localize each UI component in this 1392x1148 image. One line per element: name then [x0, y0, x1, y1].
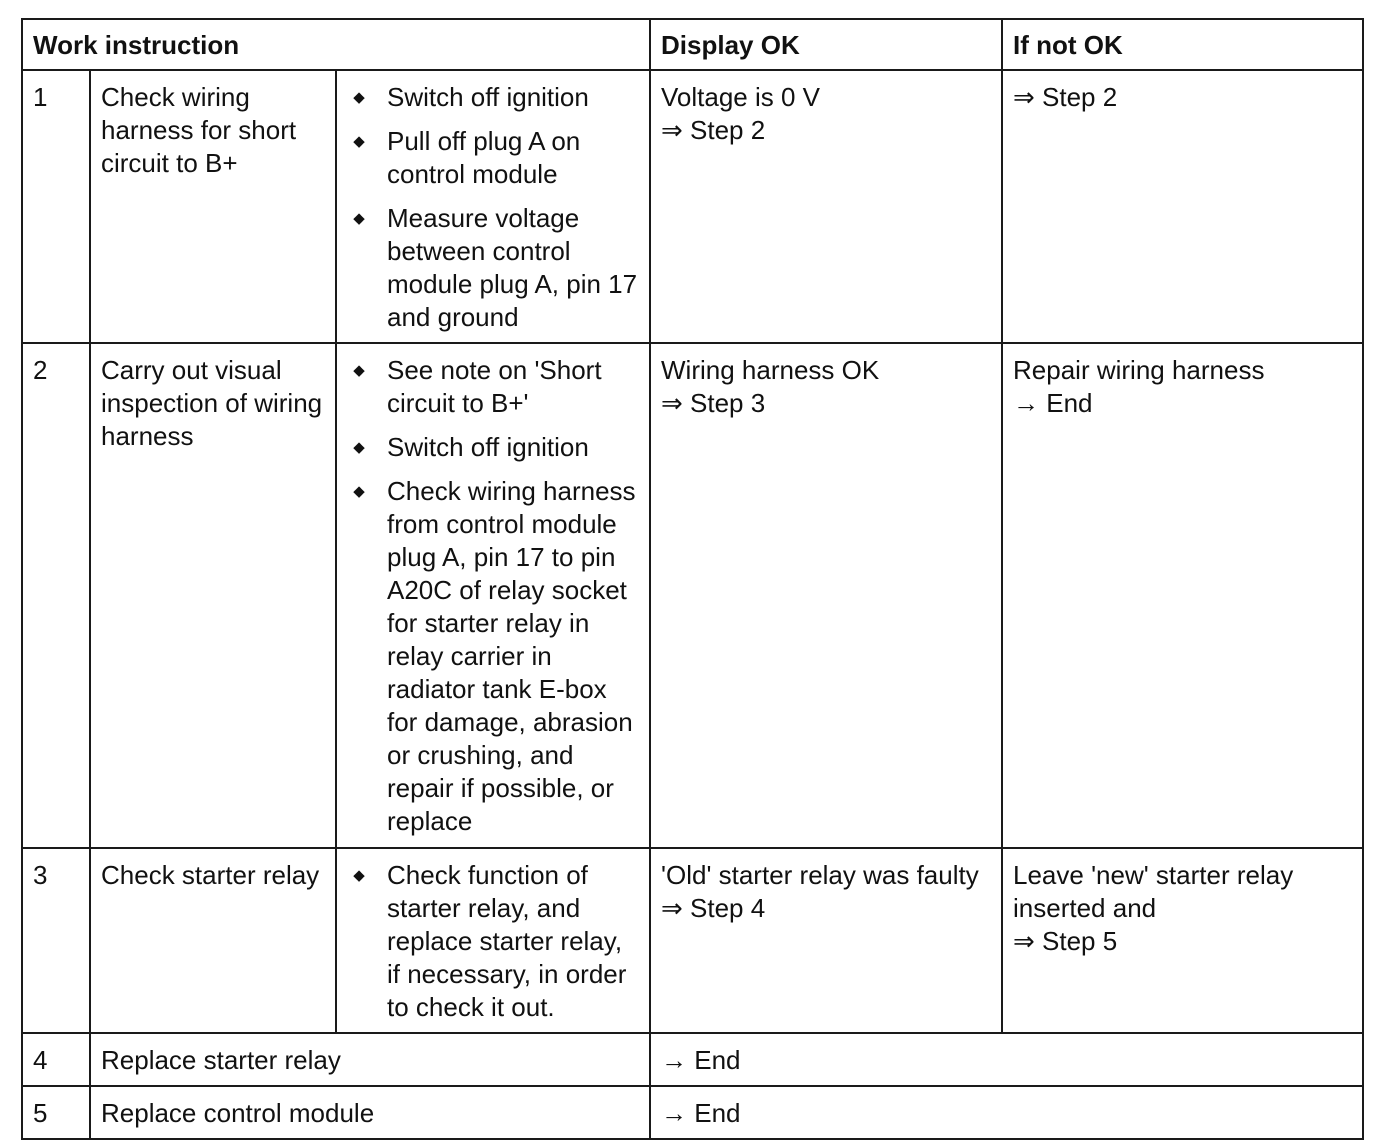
not-ok-text: Leave 'new' starter relay inserted and: [1013, 860, 1294, 923]
action-item: ◆ Check wiring harness from control module plug A, pin 17 to pin A20C of relay socket for starter relay in relay carrier in radiator tank E-box for damage, abrasion or crushing, and repair if possible, or replace: [347, 475, 641, 838]
table-row: [22, 70, 1363, 343]
table-row: [22, 343, 1363, 848]
if-not-ok-cell: [1002, 343, 1363, 848]
diamond-bullet-icon: ◆: [353, 133, 365, 150]
ok-text: 'Old' starter relay was faulty: [661, 860, 979, 890]
diamond-bullet-icon: ◆: [353, 867, 365, 884]
ok-text: Voltage is 0 V: [661, 82, 821, 112]
header-if-not-ok: If not OK: [1002, 19, 1363, 70]
display-ok-cell: [650, 848, 1002, 1033]
display-ok-cell: [650, 70, 1002, 343]
table-row: [22, 848, 1363, 1033]
task-cell: Replace control module: [90, 1086, 650, 1139]
action-item: ◆ Switch off ignition: [347, 431, 641, 464]
ok-next-step: ⇒ Step 3: [661, 388, 766, 418]
step-number: 4: [22, 1033, 90, 1086]
not-ok-next-step: → End: [1013, 388, 1093, 418]
task-cell: Check wiring harness for short circuit to B+: [90, 70, 336, 343]
step-number: 3: [22, 848, 90, 1033]
task-cell: Carry out visual inspection of wiring harness: [90, 343, 336, 848]
step-number: 2: [22, 343, 90, 848]
work-instruction-page: [21, 18, 1364, 1140]
not-ok-text: Repair wiring harness: [1013, 355, 1265, 385]
action-item: ◆ Measure voltage between control module plug A, pin 17 and ground: [347, 202, 641, 334]
actions-cell: [336, 70, 650, 343]
task-cell: Replace starter relay: [90, 1033, 650, 1086]
diamond-bullet-icon: ◆: [353, 362, 365, 379]
action-item: ◆ See note on 'Short circuit to B+': [347, 354, 641, 420]
actions-cell: [336, 848, 650, 1033]
action-item: ◆ Pull off plug A on control module: [347, 125, 641, 191]
not-ok-next-step: ⇒ Step 5: [1013, 926, 1118, 956]
if-not-ok-cell: [1002, 848, 1363, 1033]
table-row: [22, 1086, 1363, 1139]
ok-text: Wiring harness OK: [661, 355, 880, 385]
header-row: [22, 19, 1363, 70]
action-item: ◆ Check function of starter relay, and replace starter relay, if necessary, in order to check it out.: [347, 859, 641, 1024]
step-number: 5: [22, 1086, 90, 1139]
table-row: [22, 1033, 1363, 1086]
header-display-ok: Display OK: [650, 19, 1002, 70]
action-item: ◆ Switch off ignition: [347, 81, 641, 114]
result-cell: → End: [650, 1033, 1363, 1086]
work-instruction-table: [21, 18, 1364, 1140]
ok-next-step: ⇒ Step 2: [661, 115, 766, 145]
actions-cell: [336, 343, 650, 848]
step-number: 1: [22, 70, 90, 343]
not-ok-next-step: ⇒ Step 2: [1013, 82, 1118, 112]
diamond-bullet-icon: ◆: [353, 483, 365, 500]
result-cell: → End: [650, 1086, 1363, 1139]
task-cell: Check starter relay: [90, 848, 336, 1033]
ok-next-step: ⇒ Step 4: [661, 893, 766, 923]
if-not-ok-cell: [1002, 70, 1363, 343]
diamond-bullet-icon: ◆: [353, 439, 365, 456]
diamond-bullet-icon: ◆: [353, 89, 365, 106]
display-ok-cell: [650, 343, 1002, 848]
header-work-instruction: Work instruction: [22, 19, 650, 70]
diamond-bullet-icon: ◆: [353, 210, 365, 227]
